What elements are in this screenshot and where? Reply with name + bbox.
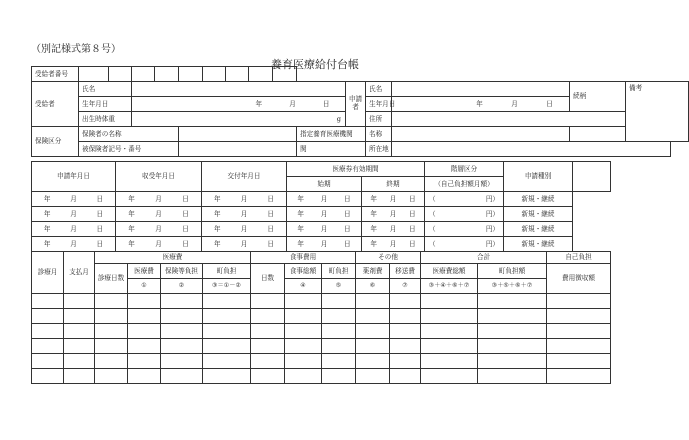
- date-field[interactable]: [202, 237, 287, 252]
- billing-row: [32, 324, 611, 339]
- recipient-name-field[interactable]: [132, 82, 346, 97]
- billing-cell[interactable]: [128, 354, 161, 369]
- drug-header: 薬剤費: [356, 264, 390, 279]
- form-title: 養育医療給付台帳: [271, 58, 359, 71]
- month-unit: 月: [70, 209, 77, 218]
- month-unit: 月: [155, 209, 162, 218]
- date-field[interactable]: [287, 222, 362, 237]
- year-unit: 年: [297, 194, 304, 203]
- billing-cell[interactable]: [203, 354, 251, 369]
- billing-cell[interactable]: [64, 294, 95, 309]
- billing-cell[interactable]: [251, 369, 285, 384]
- date-field[interactable]: [116, 237, 202, 252]
- start-header: 始期: [287, 177, 362, 192]
- billing-cell[interactable]: [390, 369, 421, 384]
- month-unit: 月: [155, 194, 162, 203]
- billing-cell[interactable]: [421, 339, 478, 354]
- date-field[interactable]: [32, 192, 116, 207]
- day-unit: 日: [409, 239, 416, 248]
- year-unit: 年: [476, 99, 483, 108]
- billing-cell[interactable]: [128, 339, 161, 354]
- month-unit: 月: [320, 194, 328, 203]
- billing-cell[interactable]: [32, 339, 64, 354]
- day-unit: 日: [182, 224, 189, 233]
- billing-cell[interactable]: [32, 309, 64, 324]
- billing-cell[interactable]: [203, 339, 251, 354]
- year-unit: 年: [297, 224, 304, 233]
- billing-cell[interactable]: [285, 324, 322, 339]
- tier-field[interactable]: [425, 207, 504, 222]
- yen-unit: 円）: [485, 239, 499, 248]
- day-unit: 日: [182, 239, 189, 248]
- month-unit: 月: [320, 209, 328, 218]
- header-info-table: [31, 66, 689, 157]
- self-collected-header: 費用徴収額: [547, 264, 611, 294]
- billing-cell[interactable]: [251, 294, 285, 309]
- recipient-name-label: 氏名: [79, 82, 132, 97]
- billing-cell[interactable]: [64, 324, 95, 339]
- day-unit: 日: [267, 209, 274, 218]
- month-unit: 月: [70, 224, 77, 233]
- tier-field[interactable]: [425, 192, 504, 207]
- year-unit: 年: [43, 194, 51, 203]
- insurer-name-label: 保険者の名称: [79, 127, 179, 142]
- date-field[interactable]: [116, 192, 202, 207]
- month-unit: 月: [70, 194, 77, 203]
- billing-cell[interactable]: [128, 309, 161, 324]
- billing-cell[interactable]: [390, 339, 421, 354]
- history-rows: [32, 192, 611, 252]
- applicant-name-field[interactable]: [392, 82, 570, 97]
- billing-cell[interactable]: [478, 354, 547, 369]
- type-header: 申請種別: [504, 162, 573, 192]
- billing-cell[interactable]: [421, 369, 478, 384]
- year-unit: 年: [214, 239, 221, 248]
- formula-town: ③＋⑤＋⑥＋⑦: [478, 279, 547, 294]
- recipient-number-box[interactable]: [179, 67, 203, 82]
- month-unit: 月: [389, 194, 397, 203]
- day-unit: 日: [96, 239, 104, 248]
- remarks-label: 備考: [626, 82, 689, 142]
- billing-cell[interactable]: [390, 324, 421, 339]
- insurance-burden-header: 保険等負担: [161, 264, 203, 279]
- billing-cell[interactable]: [547, 369, 611, 384]
- date-field[interactable]: [287, 237, 362, 252]
- billing-cell[interactable]: [356, 294, 390, 309]
- billing-cell[interactable]: [322, 339, 356, 354]
- date-field[interactable]: [202, 207, 287, 222]
- billing-cell[interactable]: [478, 309, 547, 324]
- billing-cell[interactable]: [161, 309, 203, 324]
- billing-cell[interactable]: [356, 324, 390, 339]
- recipient-birth-label: 生年月日: [79, 97, 132, 112]
- formula-3: ③＝①－②: [203, 279, 251, 294]
- formula-6: ⑥: [356, 279, 390, 294]
- billing-cell[interactable]: [478, 339, 547, 354]
- total-medical-header: 医療費総額: [421, 264, 478, 279]
- institution-label-cont: 関: [297, 142, 366, 157]
- open-paren: （: [429, 209, 436, 218]
- billing-rows: [32, 294, 611, 384]
- formula-2: ②: [161, 279, 203, 294]
- billing-cell[interactable]: [322, 369, 356, 384]
- billing-cell[interactable]: [322, 294, 356, 309]
- year-unit: 年: [128, 209, 135, 218]
- billing-cell[interactable]: [356, 354, 390, 369]
- history-row: [32, 237, 611, 252]
- application-date-header: 申請年月日: [32, 162, 116, 192]
- day-unit: 日: [267, 239, 274, 248]
- birth-weight-label: 出生時体重: [79, 112, 132, 127]
- billing-cell[interactable]: [128, 294, 161, 309]
- form-caption: （別記様式第８号）: [31, 44, 121, 55]
- day-unit: 日: [409, 224, 416, 233]
- day-unit: 日: [344, 239, 351, 248]
- insurance-label: 保険区分: [32, 127, 79, 157]
- billing-cell[interactable]: [421, 324, 478, 339]
- day-unit: 日: [96, 224, 104, 233]
- month-unit: 月: [155, 239, 162, 248]
- receipt-date-header: 収受年月日: [116, 162, 202, 192]
- address-field[interactable]: [392, 112, 626, 127]
- year-unit: 年: [43, 209, 51, 218]
- month-unit: 月: [240, 209, 248, 218]
- billing-cell[interactable]: [161, 369, 203, 384]
- year-unit: 年: [297, 209, 304, 218]
- day-unit: 日: [182, 209, 189, 218]
- date-field[interactable]: [32, 237, 116, 252]
- meal-days-header: 日数: [251, 264, 285, 294]
- billing-cell[interactable]: [356, 339, 390, 354]
- billing-cell[interactable]: [251, 339, 285, 354]
- billing-cell[interactable]: [251, 309, 285, 324]
- medical-header: 医療費: [95, 252, 251, 264]
- applicant-name-label: 氏名: [366, 82, 392, 97]
- month-unit: 月: [240, 194, 248, 203]
- open-paren: （: [429, 224, 436, 233]
- billing-cell[interactable]: [64, 339, 95, 354]
- month-unit: 月: [320, 239, 328, 248]
- history-row: [32, 192, 611, 207]
- month-unit: 月: [389, 224, 397, 233]
- formula-7: ⑦: [390, 279, 421, 294]
- birth-weight-field[interactable]: [132, 112, 346, 127]
- yen-unit: 円）: [485, 209, 499, 218]
- billing-cell[interactable]: [203, 369, 251, 384]
- day-unit: 日: [344, 194, 351, 203]
- meal-town-header: 町負担: [322, 264, 356, 279]
- billing-cell[interactable]: [161, 294, 203, 309]
- year-unit: 年: [43, 224, 51, 233]
- formula-total: ③＋④＋⑥＋⑦: [421, 279, 478, 294]
- day-unit: 日: [322, 99, 330, 108]
- recipient-number-label: 受給者番号: [32, 67, 79, 82]
- billing-cell[interactable]: [285, 294, 322, 309]
- year-unit: 年: [214, 194, 221, 203]
- billing-cell[interactable]: [95, 309, 128, 324]
- billing-cell[interactable]: [421, 294, 478, 309]
- meal-header: 食事費用: [251, 252, 356, 264]
- year-unit: 年: [255, 99, 263, 108]
- year-unit: 年: [370, 224, 377, 233]
- month-unit: 月: [389, 239, 397, 248]
- year-unit: 年: [43, 239, 51, 248]
- billing-cell[interactable]: [322, 309, 356, 324]
- year-unit: 年: [370, 239, 377, 248]
- billing-cell[interactable]: [390, 354, 421, 369]
- billing-cell[interactable]: [64, 309, 95, 324]
- type-field[interactable]: 新規・継続: [504, 222, 573, 237]
- day-unit: 日: [344, 224, 351, 233]
- year-unit: 年: [370, 194, 377, 203]
- relation-label: 続柄: [570, 82, 626, 112]
- billing-cell[interactable]: [285, 354, 322, 369]
- date-field[interactable]: [202, 192, 287, 207]
- insurer-name-field[interactable]: [179, 127, 297, 142]
- billing-cell[interactable]: [285, 369, 322, 384]
- tier-field[interactable]: [425, 237, 504, 252]
- billing-cell[interactable]: [285, 309, 322, 324]
- year-unit: 年: [297, 239, 304, 248]
- location-label: 所在地: [366, 142, 392, 157]
- total-town-header: 町負担額: [478, 264, 547, 279]
- day-unit: 日: [409, 194, 416, 203]
- billing-cell[interactable]: [203, 324, 251, 339]
- payment-month-header: 支払月: [64, 252, 95, 294]
- day-unit: 日: [546, 99, 553, 108]
- billing-cell[interactable]: [95, 324, 128, 339]
- billing-cell[interactable]: [478, 294, 547, 309]
- validity-header: 医療券有効期間: [287, 162, 425, 177]
- month-unit: 月: [389, 209, 397, 218]
- billing-cell[interactable]: [356, 369, 390, 384]
- billing-row: [32, 309, 611, 324]
- institution-label: 指定養育医療機関: [297, 127, 366, 142]
- meal-total-header: 食事総額: [285, 264, 322, 279]
- billing-cell[interactable]: [95, 369, 128, 384]
- month-unit: 月: [240, 239, 248, 248]
- billing-cell[interactable]: [547, 339, 611, 354]
- date-field[interactable]: [362, 207, 425, 222]
- billing-cell[interactable]: [95, 339, 128, 354]
- recipient-label: 受給者: [32, 82, 79, 127]
- billing-cell[interactable]: [32, 294, 64, 309]
- month-unit: 月: [320, 224, 328, 233]
- month-unit: 月: [240, 224, 248, 233]
- yen-unit: 円）: [485, 224, 499, 233]
- applicant-birth-field[interactable]: [392, 97, 570, 112]
- billing-cell[interactable]: [322, 324, 356, 339]
- insured-symbol-field[interactable]: [179, 142, 297, 157]
- billing-cell[interactable]: [478, 324, 547, 339]
- date-field[interactable]: [362, 222, 425, 237]
- day-unit: 日: [344, 209, 351, 218]
- tier-sub-header: （自己負担額月額）: [425, 177, 504, 192]
- billing-cell[interactable]: [285, 339, 322, 354]
- billing-cell[interactable]: [161, 354, 203, 369]
- applicant-birth-label: 生年月日: [366, 97, 392, 112]
- billing-cell[interactable]: [547, 294, 611, 309]
- billing-cell[interactable]: [128, 324, 161, 339]
- billing-cell[interactable]: [32, 369, 64, 384]
- other-header: その他: [356, 252, 421, 264]
- recipient-number-box[interactable]: [226, 67, 249, 82]
- yen-unit: 円）: [485, 194, 499, 203]
- month-unit: 月: [289, 99, 296, 108]
- billing-cell[interactable]: [161, 339, 203, 354]
- billing-cell[interactable]: [32, 354, 64, 369]
- billing-cell[interactable]: [203, 294, 251, 309]
- institution-name-field[interactable]: [392, 127, 570, 142]
- type-field[interactable]: 新規・継続: [504, 237, 573, 252]
- delivery-date-header: 交付年月日: [202, 162, 287, 192]
- day-unit: 日: [409, 209, 416, 218]
- date-field[interactable]: [287, 192, 362, 207]
- billing-table: [31, 251, 611, 384]
- billing-cell[interactable]: [251, 324, 285, 339]
- town-burden-header: 町負担: [203, 264, 251, 279]
- recipient-number-box[interactable]: [79, 67, 109, 82]
- end-header: 終期: [362, 177, 425, 192]
- billing-cell[interactable]: [64, 354, 95, 369]
- year-unit: 年: [128, 224, 135, 233]
- applicant-label: 申請者: [346, 82, 366, 127]
- recipient-number-box[interactable]: [203, 67, 226, 82]
- date-field[interactable]: [362, 192, 425, 207]
- billing-cell[interactable]: [390, 294, 421, 309]
- tier-field[interactable]: [425, 222, 504, 237]
- recipient-number-box[interactable]: [155, 67, 179, 82]
- tier-header: 階層区分: [425, 162, 504, 177]
- billing-cell[interactable]: [390, 309, 421, 324]
- location-field[interactable]: [392, 142, 671, 157]
- institution-name-label: 名称: [366, 127, 392, 142]
- billing-row: [32, 369, 611, 384]
- billing-row: [32, 339, 611, 354]
- date-field[interactable]: [116, 222, 202, 237]
- billing-cell[interactable]: [95, 354, 128, 369]
- billing-cell[interactable]: [547, 354, 611, 369]
- insured-symbol-label: 被保険者記号・番号: [79, 142, 179, 157]
- month-unit: 月: [511, 99, 518, 108]
- date-field[interactable]: [362, 237, 425, 252]
- date-field[interactable]: [32, 207, 116, 222]
- year-unit: 年: [128, 239, 135, 248]
- year-unit: 年: [128, 194, 135, 203]
- day-unit: 日: [267, 224, 274, 233]
- recipient-number-box[interactable]: [109, 67, 132, 82]
- billing-cell[interactable]: [356, 309, 390, 324]
- formula-4: ④: [285, 279, 322, 294]
- formula-1: ①: [128, 279, 161, 294]
- billing-cell[interactable]: [547, 324, 611, 339]
- year-unit: 年: [214, 224, 221, 233]
- month-unit: 月: [70, 239, 77, 248]
- day-unit: 日: [96, 194, 104, 203]
- open-paren: （: [429, 239, 436, 248]
- treatment-month-header: 診療月: [32, 252, 64, 294]
- type-field[interactable]: 新規・継続: [504, 207, 573, 222]
- date-field[interactable]: [116, 207, 202, 222]
- history-row: [32, 207, 611, 222]
- application-history-table: [31, 161, 611, 252]
- recipient-number-box[interactable]: [273, 67, 297, 82]
- billing-cell[interactable]: [547, 309, 611, 324]
- billing-cell[interactable]: [251, 354, 285, 369]
- date-field[interactable]: [287, 207, 362, 222]
- billing-row: [32, 294, 611, 309]
- billing-row: [32, 354, 611, 369]
- day-unit: 日: [96, 209, 104, 218]
- date-field[interactable]: [202, 222, 287, 237]
- billing-cell[interactable]: [421, 309, 478, 324]
- year-unit: 年: [214, 209, 221, 218]
- billing-cell[interactable]: [32, 324, 64, 339]
- day-unit: 日: [267, 194, 274, 203]
- self-header: 自己負担: [547, 252, 611, 264]
- recipient-number-box[interactable]: [249, 67, 273, 82]
- address-label: 住所: [366, 112, 392, 127]
- recipient-number-box[interactable]: [132, 67, 155, 82]
- total-header: 合計: [421, 252, 547, 264]
- day-unit: 日: [182, 194, 189, 203]
- year-unit: 年: [370, 209, 377, 218]
- billing-cell[interactable]: [95, 294, 128, 309]
- gram-unit: g: [336, 114, 341, 123]
- billing-cell[interactable]: [478, 369, 547, 384]
- history-row: [32, 222, 611, 237]
- open-paren: （: [429, 194, 436, 203]
- medical-cost-header: 医療費: [128, 264, 161, 279]
- billing-cell[interactable]: [128, 369, 161, 384]
- month-unit: 月: [155, 224, 162, 233]
- transport-header: 移送費: [390, 264, 421, 279]
- billing-cell[interactable]: [421, 354, 478, 369]
- billing-cell[interactable]: [161, 324, 203, 339]
- billing-cell[interactable]: [64, 369, 95, 384]
- days-header: 診療日数: [95, 264, 128, 294]
- billing-cell[interactable]: [322, 354, 356, 369]
- formula-5: ⑤: [322, 279, 356, 294]
- type-field[interactable]: 新規・継続: [504, 192, 573, 207]
- recipient-birth-field[interactable]: [132, 97, 346, 112]
- billing-cell[interactable]: [203, 309, 251, 324]
- date-field[interactable]: [32, 222, 116, 237]
